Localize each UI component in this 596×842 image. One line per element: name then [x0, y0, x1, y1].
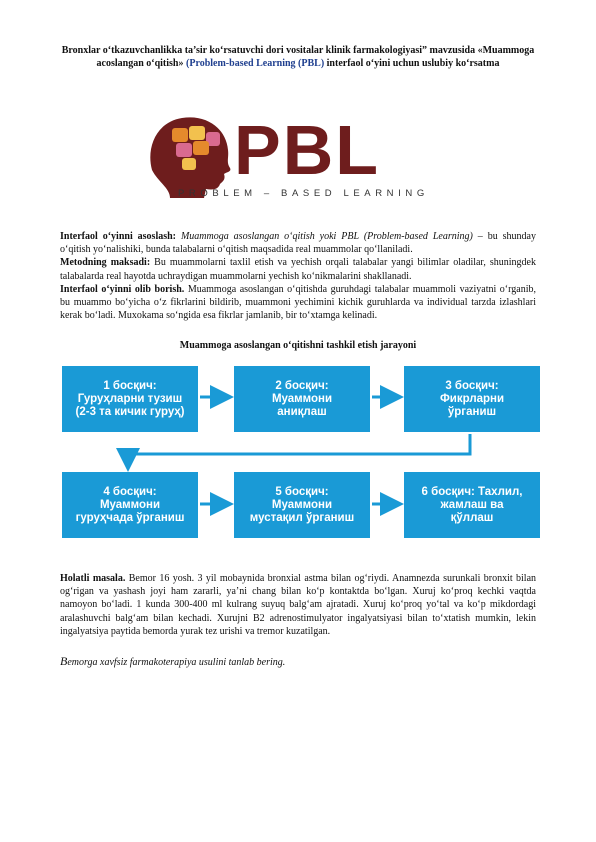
pbl-tagline: PROBLEM – BASED LEARNING — [178, 188, 429, 199]
pbl-logo — [142, 110, 452, 200]
task-text — [60, 654, 536, 669]
task-rest: emorga xavfsiz farmakoterapiya usulini tanlab bering. — [67, 657, 286, 668]
title-text-1: Bronxlar o‘tkazuvchanlikka ta’sir ko‘rsatuvchi dori vositalar klinik farmakologiyasi” mavzusida «Muammoga acoslangan o‘qitish» — [61, 45, 535, 69]
step-1: 1 босқич: Гуруҳларни тузиш (2-3 та кичик гуруҳ) — [62, 366, 198, 432]
step-3: 3 босқич: Фикрларни ўрганиш — [404, 366, 540, 432]
case-label: Holatli masala. — [60, 573, 126, 584]
intro-paragraph-2: Metodning maksadi: Bu muammolarni taxlil etish va yechish orqali talabalar yangi bilimlar oladilar, shuningdek talabalarda real hayotda uchraydigan muammolarni yechish ko‘nikmalarini shakllanadi. — [60, 257, 536, 282]
document-title — [60, 44, 536, 70]
case-body: Bemor 16 yosh. 3 yil mobaynida bronxial astma bilan og‘riydi. Anamnezda surunkali bronxit bilan og‘rigan va yashash joyi ham zararli, ya’ni chang bilan ko‘p kontaktda bo‘lgan. Xuruj ko‘proq kechki vaqtda namoyon bo‘ladi. 1 kunda 300-400 ml kulrang suyuq balg‘am ajratadi. Xuruj ko‘proq yo‘tal va ko‘p mikdordagi aralashuvchi balg‘am bilan kechadi. Xurujni B2 adrenostimulyator ingalyatsiyasi bilan to‘xtatish mumkin, lekin ingalyatsiya paytida bemorda yurak tez urishi va tremor kuzatilgan. — [60, 573, 537, 637]
step-5: 5 босқич: Муаммони мустақил ўрганиш — [234, 472, 370, 538]
pbl-letters: PBL — [234, 111, 380, 189]
step-4: 4 босқич: Муаммони гуруҳчада ўрганиш — [62, 472, 198, 538]
step-6: 6 босқич: Тахлил, жамлаш ва қўллаш — [404, 472, 540, 538]
intro-text — [60, 230, 536, 322]
step-2: 2 босқич: Муаммони аниқлаш — [234, 366, 370, 432]
case-text — [60, 572, 536, 638]
intro-paragraph-1: Interfaol o‘yinni asoslash: Muammoga asoslangan o‘qitish yoki PBL (Problem-based Learning) – bu shunday o‘qitish yo‘nalishiki, bunda talabalarni o‘qitish maqsadida real muammolar qo‘llaniladi. — [60, 231, 536, 256]
task-first-letter: B — [60, 654, 68, 668]
intro-paragraph-3: Interfaol o‘yinni olib borish. Muammoga asoslangan o‘qitishda guruhdagi talabalar muammoli vaziyatni o‘rganib, bu muammo bo‘yicha o‘z fikrlarini bildirib, muammoni yechimini kichik guruhlarda va individual tarzda izlashlari kerak bo‘ladi. Muxokama so‘ngida esa fikrlar jamlanib, bir to‘xtamga kelinadi. — [60, 283, 536, 322]
pbl-logo-graphic — [142, 110, 452, 200]
title-text-2: interfaol o‘yini uchun uslubiy ko‘rsatma — [324, 58, 500, 69]
process-flowchart — [60, 364, 540, 549]
arrow-3-4 — [128, 434, 470, 466]
process-heading: Muammoga asoslangan o‘qitishni tashkil etish jarayoni — [179, 340, 417, 351]
title-pbl: (Problem-based Learning (PBL) — [186, 58, 325, 69]
